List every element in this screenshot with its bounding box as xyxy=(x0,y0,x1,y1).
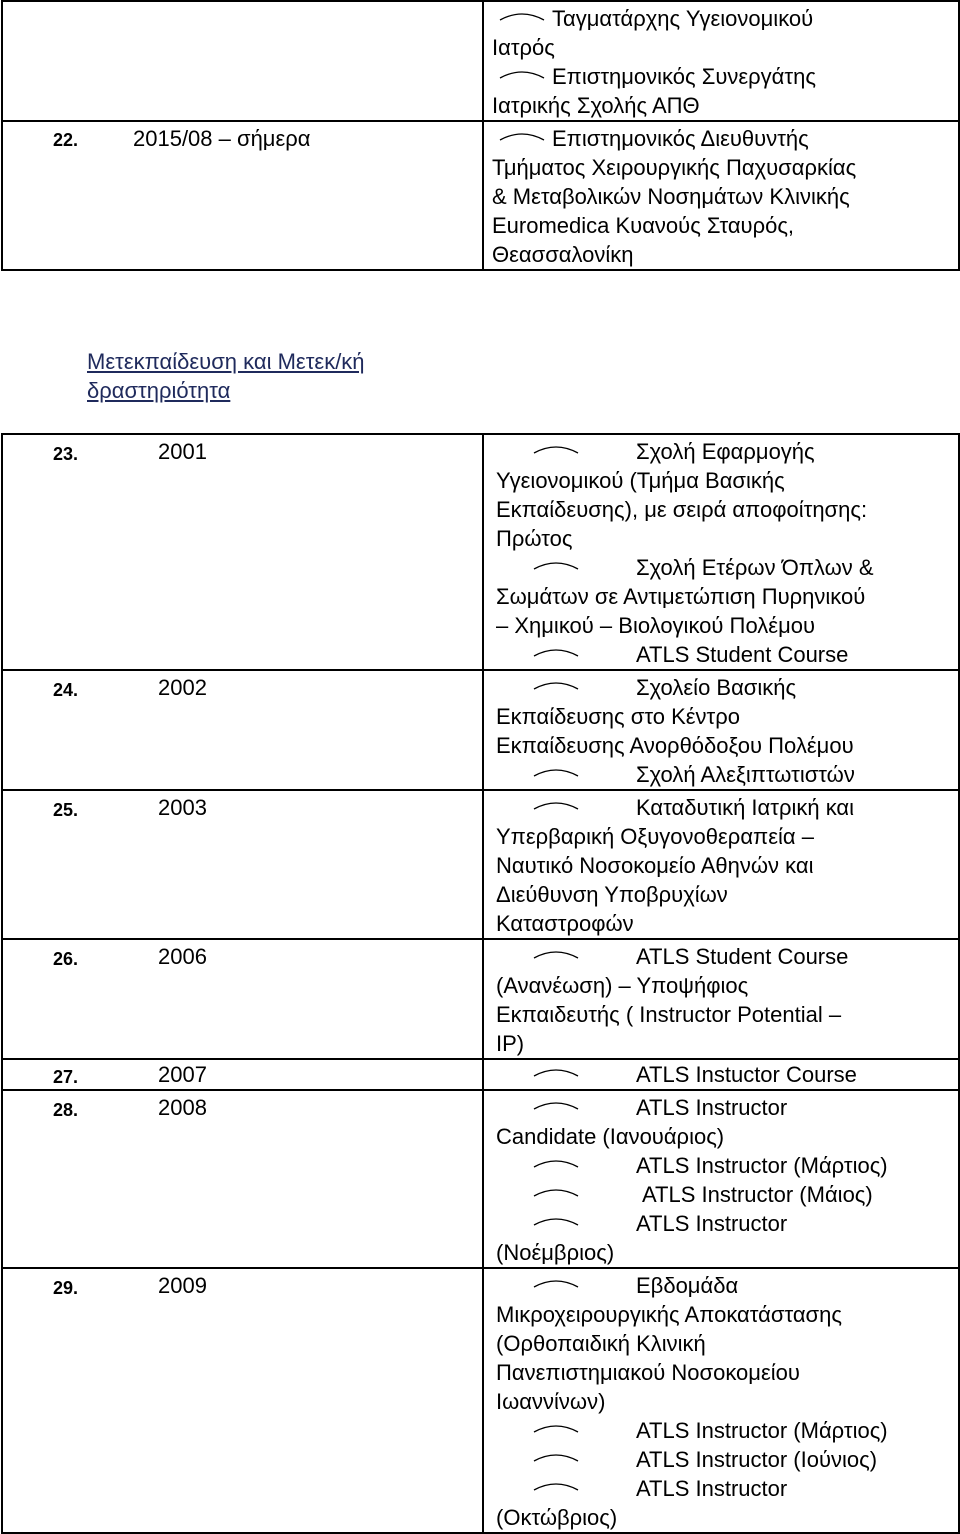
right-cell xyxy=(483,434,959,670)
entry-date: 2007 xyxy=(158,1062,207,1087)
arc-bullet-icon xyxy=(526,1097,586,1111)
text-line: Καταστροφών xyxy=(496,911,634,936)
arc-bullet-icon xyxy=(492,128,552,142)
entry-number: 22. xyxy=(53,130,79,150)
text-line: Εβδομάδα xyxy=(636,1273,739,1298)
text-line: ATLS Instructor xyxy=(636,1095,788,1120)
entry-number: 23. xyxy=(53,444,79,464)
left-cell xyxy=(2,939,483,1059)
text-line: Σχολή Αλεξιπτωτιστών xyxy=(636,762,855,787)
entry-date: 2003 xyxy=(158,795,207,820)
text-line: Θεασσαλονίκη xyxy=(492,242,634,267)
entry-date: 2002 xyxy=(158,675,207,700)
right-cell xyxy=(483,121,959,270)
right-cell xyxy=(483,1090,959,1268)
text-line: Υπερβαρική Οξυγονοθεραπεία – xyxy=(496,824,814,849)
text-line: Σωμάτων σε Αντιμετώπιση Πυρηνικού xyxy=(496,584,866,609)
table-row xyxy=(2,1,959,121)
training-table xyxy=(1,433,960,1534)
right-cell xyxy=(483,790,959,939)
arc-bullet-icon xyxy=(526,441,586,455)
arc-bullet-icon xyxy=(526,797,586,811)
arc-bullet-icon xyxy=(492,66,552,80)
text-line: Ταγματάρχης Υγειονομικού xyxy=(552,6,814,31)
table-row xyxy=(2,670,959,790)
text-line: Εκπαίδευσης Ανορθόδοξου Πολέμου xyxy=(496,733,854,758)
arc-bullet-icon xyxy=(526,1275,586,1289)
text-line: Candidate (Ιανουάριος) xyxy=(496,1124,725,1149)
entry-number: 29. xyxy=(53,1278,79,1298)
left-cell xyxy=(2,1,483,121)
text-line: Μικροχειρουργικής Αποκατάστασης xyxy=(496,1302,842,1327)
text-line: ATLS Instructor xyxy=(636,1476,788,1501)
entry-number: 28. xyxy=(53,1100,79,1120)
right-cell xyxy=(483,670,959,790)
entry-date: 2001 xyxy=(158,439,207,464)
positions-table xyxy=(1,0,960,271)
entry-date: 2006 xyxy=(158,944,207,969)
right-cell xyxy=(483,939,959,1059)
text-line: Ιατρός xyxy=(492,35,555,60)
text-line: Τμήματος Χειρουργικής Παχυσαρκίας xyxy=(492,155,857,180)
text-line: Σχολή Ετέρων Όπλων & xyxy=(636,555,874,580)
text-line: Εκπαιδευτής ( Instructor Potential – xyxy=(496,1002,842,1027)
text-line: (Ορθοπαιδική Κλινική xyxy=(496,1331,706,1356)
entry-number: 27. xyxy=(53,1067,79,1087)
section-title: Μετεκπαίδευση και Μετεκ/κή δραστηριότητα xyxy=(87,349,365,403)
text-line: IP) xyxy=(496,1031,525,1056)
table-row xyxy=(2,1268,959,1533)
left-cell xyxy=(2,790,483,939)
arc-bullet-icon xyxy=(526,1420,586,1434)
text-line: Υγειονομικού (Τμήμα Βασικής xyxy=(496,468,785,493)
arc-bullet-icon xyxy=(526,946,586,960)
text-line: ATLS Student Course xyxy=(636,642,849,667)
left-cell xyxy=(2,121,483,270)
arc-bullet-icon xyxy=(526,1478,586,1492)
text-line: Ναυτικό Νοσοκομείο Αθηνών και xyxy=(496,853,814,878)
entry-date: 2009 xyxy=(158,1273,207,1298)
arc-bullet-icon xyxy=(492,8,552,22)
text-line: & Μεταβολικών Νοσημάτων Κλινικής xyxy=(492,184,850,209)
arc-bullet-icon xyxy=(526,1449,586,1463)
table-row xyxy=(2,939,959,1059)
text-line: (Ανανέωση) – Υποψήφιος xyxy=(496,973,749,998)
text-line: Πανεπιστημιακού Νοσοκομείου xyxy=(496,1360,800,1385)
arc-bullet-icon xyxy=(526,1155,586,1169)
text-line: ATLS Student Course xyxy=(636,944,849,969)
text-line: Εκπαίδευσης στο Κέντρο xyxy=(496,704,740,729)
table-row xyxy=(2,1059,959,1090)
right-cell xyxy=(483,1268,959,1533)
left-cell xyxy=(2,670,483,790)
left-cell xyxy=(2,434,483,670)
arc-bullet-icon xyxy=(526,557,586,571)
text-line: ATLS Instructor (Ιούνιος) xyxy=(636,1447,878,1472)
right-cell xyxy=(483,1,959,121)
table-row xyxy=(2,790,959,939)
text-line: Ιωαννίνων) xyxy=(496,1389,606,1414)
text-line: Επιστημονικός Διευθυντής xyxy=(552,126,809,151)
text-line: Σχολή Εφαρμογής xyxy=(636,439,815,464)
table-row xyxy=(2,121,959,270)
text-line: ATLS Instructor (Μάιος) xyxy=(642,1182,873,1207)
text-line: Διεύθυνση Υποβρυχίων xyxy=(496,882,728,907)
text-line: ATLS Instructor xyxy=(636,1211,788,1236)
arc-bullet-icon xyxy=(526,1064,586,1078)
left-cell xyxy=(2,1090,483,1268)
right-cell xyxy=(483,1059,959,1090)
text-line: Επιστημονικός Συνεργάτης xyxy=(552,64,816,89)
text-line: Εκπαίδευσης), με σειρά αποφοίτησης: xyxy=(496,497,868,522)
left-cell xyxy=(2,1059,483,1090)
table-row xyxy=(2,434,959,670)
entry-number: 25. xyxy=(53,800,79,820)
table-row xyxy=(2,1090,959,1268)
arc-bullet-icon xyxy=(526,1213,586,1227)
arc-bullet-icon xyxy=(526,644,586,658)
arc-bullet-icon xyxy=(526,1184,586,1198)
text-line: Euromedica Κυανούς Σταυρός, xyxy=(492,213,795,238)
entry-date: 2008 xyxy=(158,1095,207,1120)
text-line: (Νοέμβριος) xyxy=(496,1240,615,1265)
text-line: Ιατρικής Σχολής ΑΠΘ xyxy=(492,93,700,118)
entry-number: 24. xyxy=(53,680,79,700)
arc-bullet-icon xyxy=(526,764,586,778)
text-line: ATLS Instuctor Course xyxy=(636,1062,857,1087)
entry-number: 26. xyxy=(53,949,79,969)
text-line: Πρώτος xyxy=(496,526,573,551)
text-line: – Χημικού – Βιολογικού Πολέμου xyxy=(496,613,816,638)
arc-bullet-icon xyxy=(526,677,586,691)
text-line: ATLS Instructor (Μάρτιος) xyxy=(636,1418,888,1443)
text-line: Καταδυτική Ιατρική και xyxy=(636,795,855,820)
text-line: Σχολείο Βασικής xyxy=(636,675,797,700)
text-line: (Οκτώβριος) xyxy=(496,1505,618,1530)
left-cell xyxy=(2,1268,483,1533)
text-line: ATLS Instructor (Μάρτιος) xyxy=(636,1153,888,1178)
entry-date: 2015/08 – σήμερα xyxy=(133,126,311,151)
